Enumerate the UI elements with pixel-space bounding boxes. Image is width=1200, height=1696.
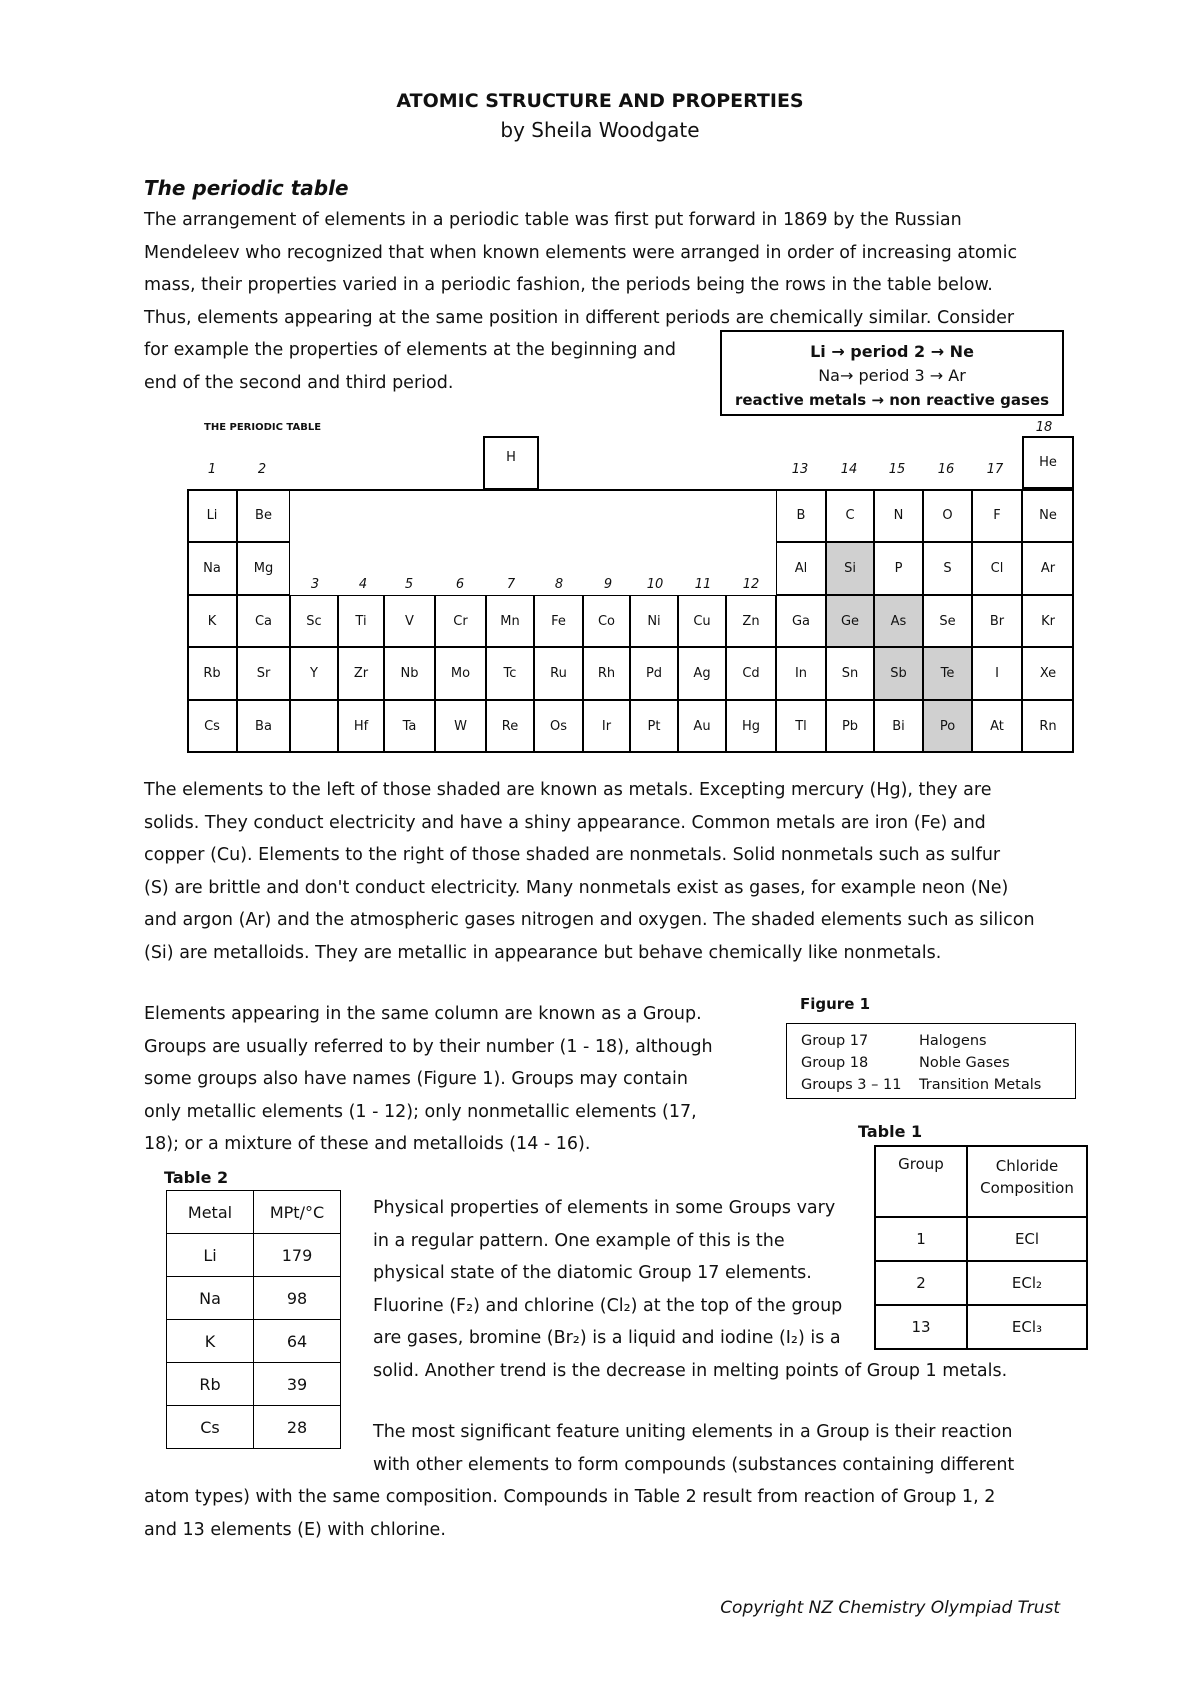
paragraph-line: The most significant feature uniting elements in a Group is their reaction (373, 1422, 1013, 1442)
element-cell: Ta (384, 700, 435, 753)
figure-group: Group 18 (801, 1055, 869, 1071)
group-label: 10 (646, 577, 664, 592)
element-cell: Sn (826, 647, 874, 700)
group-label: 9 (603, 577, 613, 592)
element-cell: Ag (678, 647, 726, 700)
element-cell (290, 700, 338, 753)
group-label: 13 (791, 462, 809, 477)
element-cell: Cl (972, 542, 1022, 595)
element-cell: Au (678, 700, 726, 753)
element-cell-He: He (1022, 436, 1074, 489)
table-cell: ECl (967, 1217, 1087, 1261)
group-label: 4 (358, 577, 368, 592)
element-cell: F (972, 489, 1022, 542)
group-label: 1 (207, 462, 217, 477)
element-cell-metalloid: Ge (826, 595, 874, 647)
paragraph-line: Groups are usually referred to by their number (1 - 18), although (144, 1036, 713, 1057)
paragraph-line: and 13 elements (E) with chlorine. (144, 1519, 446, 1540)
element-cell-metalloid: Si (826, 542, 874, 595)
groups-paragraph (144, 998, 713, 1161)
table-cell: Cs (167, 1406, 254, 1449)
table-header-cell: MPt/°C (254, 1191, 341, 1234)
element-cell: Sc (290, 595, 338, 647)
figure-group: Groups 3 – 11 (801, 1077, 902, 1093)
table-cell: ECl₂ (967, 1261, 1087, 1305)
element-cell: Sr (237, 647, 290, 700)
paragraph-line: solid. Another trend is the decrease in melting points of Group 1 metals. (373, 1360, 1008, 1381)
group-label: 3 (310, 577, 320, 592)
table-cell: 2 (875, 1261, 967, 1305)
element-cell-metalloid: As (874, 595, 923, 647)
element-cell: Cs (187, 700, 237, 753)
document-author: by Sheila Woodgate (500, 118, 700, 142)
element-cell: K (187, 595, 237, 647)
element-cell: Tc (486, 647, 534, 700)
table-row (167, 1320, 341, 1363)
figure-group: Group 17 (801, 1033, 869, 1049)
paragraph-line: 18); or a mixture of these and metalloids (14 - 16). (144, 1134, 591, 1154)
header-line: Composition (980, 1179, 1074, 1197)
paragraph-line: are gases, bromine (Br₂) is a liquid and iodine (I₂) is a (373, 1328, 841, 1348)
element-cell: Zn (726, 595, 776, 647)
group-label: 5 (404, 577, 414, 592)
element-cell: Li (187, 489, 237, 542)
paragraph-line: and argon (Ar) and the atmospheric gases nitrogen and oxygen. The shaded elements such as silicon (144, 910, 1035, 930)
element-cell: Rn (1022, 700, 1074, 753)
element-cell: Kr (1022, 595, 1074, 647)
table-row (167, 1277, 341, 1320)
paragraph-line: Physical properties of elements in some Groups vary (373, 1198, 836, 1218)
element-cell: Na (187, 542, 237, 595)
paragraph-line: Thus, elements appearing at the same position in different periods are chemically similar. Consider (144, 307, 1015, 328)
callout-line: Li → period 2 → Ne (810, 342, 974, 361)
element-cell: Ba (237, 700, 290, 753)
paragraph-line: for example the properties of elements at the beginning and (144, 340, 676, 360)
element-cell: W (435, 700, 486, 753)
table-cell: 98 (254, 1277, 341, 1320)
table-row (167, 1234, 341, 1277)
element-cell: Fe (534, 595, 583, 647)
table-header-cell: Group (875, 1146, 967, 1217)
table-cell: 13 (875, 1305, 967, 1349)
figure-row (801, 1052, 1075, 1074)
element-cell: At (972, 700, 1022, 753)
element-cell: Ni (630, 595, 678, 647)
element-cell: Br (972, 595, 1022, 647)
paragraph-line: Elements appearing in the same column are known as a Group. (144, 1004, 702, 1024)
periodic-table-title: THE PERIODIC TABLE (204, 422, 322, 433)
group-label: 6 (455, 577, 465, 592)
element-cell: Pt (630, 700, 678, 753)
table-1-label: Table 1 (858, 1122, 923, 1141)
element-cell-metalloid: Po (923, 700, 972, 753)
element-cell: O (923, 489, 972, 542)
element-cell: Ga (776, 595, 826, 647)
group-label: 11 (694, 577, 712, 592)
table-row (167, 1406, 341, 1449)
paragraph-line: The elements to the left of those shaded are known as metals. Excepting mercury (Hg), they are (144, 780, 992, 800)
element-cell: Hf (338, 700, 384, 753)
element-cell: B (776, 489, 826, 542)
table-cell: Rb (167, 1363, 254, 1406)
paragraph-line: (Si) are metalloids. They are metallic in appearance but behave chemically like nonmetals. (144, 942, 942, 963)
header-line: Chloride (995, 1157, 1059, 1175)
element-cell: Zr (338, 647, 384, 700)
element-cell: Y (290, 647, 338, 700)
paragraph-line: (S) are brittle and don't conduct electricity. Many nonmetals exist as gases, for example neon (Ne) (144, 877, 1009, 898)
element-cell: Hg (726, 700, 776, 753)
period-callout-box (720, 330, 1064, 416)
compounds-paragraph-part1 (373, 1416, 1014, 1481)
element-cell: Se (923, 595, 972, 647)
paragraph-line: Fluorine (F₂) and chlorine (Cl₂) at the top of the group (373, 1295, 843, 1316)
table-header-row (167, 1191, 341, 1234)
group-label: 17 (986, 462, 1004, 477)
figure-group-name: Halogens (919, 1033, 987, 1049)
paragraph-line: physical state of the diatomic Group 17 elements. (373, 1263, 812, 1283)
table-cell: K (167, 1320, 254, 1363)
table-cell: 64 (254, 1320, 341, 1363)
table-cell: Li (167, 1234, 254, 1277)
paragraph-line: in a regular pattern. One example of this is the (373, 1230, 785, 1251)
table-cell: 1 (875, 1217, 967, 1261)
callout-line: reactive metals → non reactive gases (734, 391, 1050, 409)
table-2-label: Table 2 (164, 1168, 229, 1187)
compounds-paragraph-part2 (144, 1481, 995, 1546)
paragraph-line: mass, their properties varied in a periodic fashion, the periods being the rows in the table below. (144, 275, 993, 295)
paragraph-line: copper (Cu). Elements to the right of those shaded are nonmetals. Solid nonmetals such as sulfur (144, 845, 1001, 865)
physical-properties-paragraph (373, 1192, 1007, 1387)
element-cell: Ti (338, 595, 384, 647)
paragraph-line: atom types) with the same composition. Compounds in Table 2 result from reaction of Group 1, 2 (144, 1487, 996, 1507)
paragraph-line: only metallic elements (1 - 12); only nonmetallic elements (17, (144, 1101, 697, 1122)
group-label: 12 (742, 577, 760, 592)
element-cell: Be (237, 489, 290, 542)
figure-group-name: Noble Gases (919, 1055, 1010, 1071)
element-cell: Ru (534, 647, 583, 700)
figure-label: Figure 1 (800, 995, 871, 1013)
element-cell: Ne (1022, 489, 1074, 542)
group-label: 16 (937, 462, 955, 477)
table-2 (166, 1190, 341, 1449)
element-cell: Ir (583, 700, 630, 753)
group-label: 18 (1035, 420, 1053, 435)
element-cell: Rb (187, 647, 237, 700)
paragraph-line: end of the second and third period. (144, 372, 454, 393)
table-header-cell: Metal (167, 1191, 254, 1234)
paragraph-line: with other elements to form compounds (substances containing different (373, 1454, 1015, 1475)
paragraph-line: Mendeleev who recognized that when known elements were arranged in order of increasing atomic (144, 242, 1018, 263)
paragraph-line: some groups also have names (Figure 1). Groups may contain (144, 1069, 689, 1089)
element-cell: Ar (1022, 542, 1074, 595)
element-cell-metalloid: Sb (874, 647, 923, 700)
element-cell: Mn (486, 595, 534, 647)
element-cell: N (874, 489, 923, 542)
element-cell-metalloid: Te (923, 647, 972, 700)
group-label: 7 (506, 577, 516, 592)
element-cell: Mo (435, 647, 486, 700)
group-label: 15 (888, 462, 906, 477)
element-cell: Xe (1022, 647, 1074, 700)
element-cell: Os (534, 700, 583, 753)
group-label: 14 (840, 462, 858, 477)
table-cell: 179 (254, 1234, 341, 1277)
element-cell: Nb (384, 647, 435, 700)
element-cell: V (384, 595, 435, 647)
figure-1-box (786, 1023, 1076, 1099)
table-cell: Na (167, 1277, 254, 1320)
callout-line: Na→ period 3 → Ar (818, 366, 966, 385)
element-cell: C (826, 489, 874, 542)
figure-group-name: Transition Metals (919, 1077, 1042, 1093)
element-cell: Bi (874, 700, 923, 753)
copyright-footer: Copyright NZ Chemistry Olympiad Trust (720, 1598, 1060, 1618)
element-cell: I (972, 647, 1022, 700)
element-cell: Cr (435, 595, 486, 647)
paragraph-line: solids. They conduct electricity and have a shiny appearance. Common metals are iron (Fe) and (144, 812, 986, 833)
element-cell-H: H (483, 436, 539, 490)
element-cell: Tl (776, 700, 826, 753)
element-cell: Pb (826, 700, 874, 753)
table-cell: ECl₃ (967, 1305, 1087, 1349)
element-cell: S (923, 542, 972, 595)
element-cell: Re (486, 700, 534, 753)
document-title: ATOMIC STRUCTURE AND PROPERTIES (396, 90, 804, 112)
metals-paragraph (144, 774, 1035, 969)
group-label: 2 (257, 462, 267, 477)
group-label: 8 (554, 577, 564, 592)
paragraph-line: The arrangement of elements in a periodic table was first put forward in 1869 by the Russian (144, 210, 962, 230)
table-cell: 39 (254, 1363, 341, 1406)
element-cell: In (776, 647, 826, 700)
section-heading: The periodic table (144, 176, 349, 200)
figure-row (801, 1074, 1075, 1096)
element-cell: Cu (678, 595, 726, 647)
element-cell: Ca (237, 595, 290, 647)
element-cell: Pd (630, 647, 678, 700)
table-cell: 28 (254, 1406, 341, 1449)
element-cell: Rh (583, 647, 630, 700)
element-cell: Mg (237, 542, 290, 595)
figure-row (801, 1030, 1075, 1052)
table-row (167, 1363, 341, 1406)
element-cell: Co (583, 595, 630, 647)
element-cell: P (874, 542, 923, 595)
element-cell: Cd (726, 647, 776, 700)
element-cell: Al (776, 542, 826, 595)
